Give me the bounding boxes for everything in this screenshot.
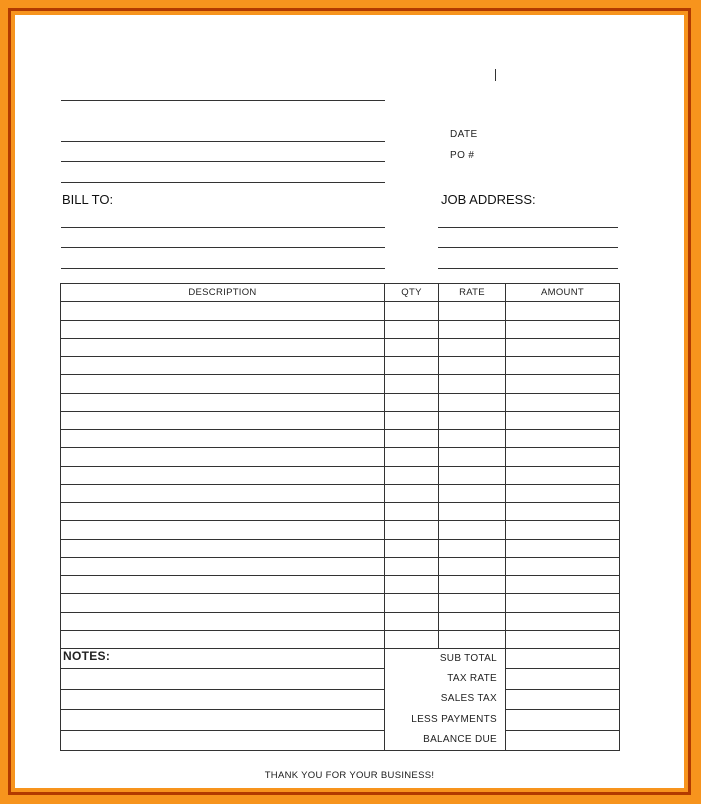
description-cell[interactable] [61, 612, 385, 630]
job-address-line-1[interactable] [438, 227, 618, 228]
qty-cell[interactable] [385, 302, 439, 320]
notes-line-cell[interactable] [61, 730, 385, 750]
table-row [61, 576, 620, 594]
amount-cell[interactable] [506, 338, 620, 356]
line-items-table [60, 283, 620, 751]
frame-inner-border [8, 8, 691, 795]
qty-cell[interactable] [385, 557, 439, 575]
qty-cell[interactable] [385, 338, 439, 356]
notes-line-cell[interactable] [61, 710, 385, 730]
amount-cell[interactable] [506, 357, 620, 375]
amount-cell[interactable] [506, 484, 620, 502]
qty-cell[interactable] [385, 393, 439, 411]
tax-rate-value-cell[interactable] [506, 669, 620, 689]
qty-cell[interactable] [385, 466, 439, 484]
rate-cell[interactable] [439, 521, 506, 539]
rate-cell[interactable] [439, 302, 506, 320]
description-cell[interactable] [61, 466, 385, 484]
amount-cell[interactable] [506, 393, 620, 411]
table-row [61, 430, 620, 448]
line-items-body [61, 302, 620, 649]
balance-due-label: BALANCE DUE [423, 733, 497, 745]
description-cell[interactable] [61, 393, 385, 411]
job-address-label: JOB ADDRESS: [441, 192, 536, 207]
qty-cell[interactable] [385, 357, 439, 375]
table-row [61, 594, 620, 612]
tax-rate-label: TAX RATE [447, 673, 497, 685]
column-header-amount: AMOUNT [506, 284, 620, 302]
amount-cell[interactable] [506, 576, 620, 594]
qty-cell[interactable] [385, 630, 439, 648]
notes-line-cell[interactable] [61, 689, 385, 709]
rate-cell[interactable] [439, 466, 506, 484]
totals-row [61, 710, 620, 730]
amount-cell[interactable] [506, 612, 620, 630]
balance-due-value-cell[interactable] [506, 730, 620, 750]
amount-cell[interactable] [506, 594, 620, 612]
subtotal-label: SUB TOTAL [439, 653, 497, 664]
amount-cell[interactable] [506, 302, 620, 320]
qty-cell[interactable] [385, 612, 439, 630]
table-row [61, 521, 620, 539]
amount-cell[interactable] [506, 539, 620, 557]
rate-cell[interactable] [439, 375, 506, 393]
table-row [61, 503, 620, 521]
subtotal-value-cell[interactable] [506, 649, 620, 669]
bill-to-line-3[interactable] [61, 268, 385, 269]
bill-to-label: BILL TO: [62, 192, 114, 207]
rate-cell[interactable] [439, 448, 506, 466]
sales-tax-value-cell[interactable] [506, 689, 620, 709]
description-cell[interactable] [61, 302, 385, 320]
rate-cell[interactable] [439, 503, 506, 521]
table-row [61, 557, 620, 575]
description-cell[interactable] [61, 539, 385, 557]
description-cell[interactable] [61, 375, 385, 393]
rate-cell[interactable] [439, 430, 506, 448]
qty-cell[interactable] [385, 503, 439, 521]
thank-you-footer: THANK YOU FOR YOUR BUSINESS! [264, 770, 435, 781]
table-row [61, 357, 620, 375]
amount-cell[interactable] [506, 630, 620, 648]
amount-cell[interactable] [506, 411, 620, 429]
qty-cell[interactable] [385, 448, 439, 466]
table-row [61, 484, 620, 502]
description-cell[interactable] [61, 357, 385, 375]
amount-cell[interactable] [506, 466, 620, 484]
less-payments-label: LESS PAYMENTS [411, 713, 497, 725]
header-line-2[interactable] [61, 141, 385, 142]
qty-cell[interactable] [385, 430, 439, 448]
qty-cell[interactable] [385, 484, 439, 502]
qty-cell[interactable] [385, 375, 439, 393]
description-cell[interactable] [61, 576, 385, 594]
text-cursor [495, 69, 496, 81]
column-header-qty: QTY [385, 284, 439, 302]
totals-row [61, 689, 620, 709]
amount-cell[interactable] [506, 320, 620, 338]
qty-cell[interactable] [385, 411, 439, 429]
totals-row [61, 730, 620, 750]
job-address-line-2[interactable] [438, 247, 618, 248]
table-row [61, 630, 620, 648]
po-label: PO # [450, 150, 475, 161]
column-header-rate: RATE [439, 284, 506, 302]
invoice-sheet [11, 11, 688, 792]
table-row [61, 411, 620, 429]
table-row [61, 302, 620, 320]
bill-to-line-2[interactable] [61, 247, 385, 248]
rate-cell[interactable] [439, 612, 506, 630]
header-line-4[interactable] [61, 182, 385, 183]
table-row [61, 375, 620, 393]
qty-cell[interactable] [385, 521, 439, 539]
description-cell[interactable] [61, 484, 385, 502]
header-line-1[interactable] [61, 100, 385, 101]
description-cell[interactable] [61, 448, 385, 466]
amount-cell[interactable] [506, 375, 620, 393]
rate-cell[interactable] [439, 576, 506, 594]
amount-cell[interactable] [506, 503, 620, 521]
qty-cell[interactable] [385, 539, 439, 557]
totals-row [61, 669, 620, 689]
qty-cell[interactable] [385, 576, 439, 594]
notes-label: NOTES: [61, 649, 385, 669]
header-line-3[interactable] [61, 161, 385, 162]
column-header-description: DESCRIPTION [61, 284, 385, 302]
description-cell[interactable] [61, 557, 385, 575]
rate-cell[interactable] [439, 338, 506, 356]
table-row [61, 338, 620, 356]
job-address-line-3[interactable] [438, 268, 618, 269]
notes-totals-section [61, 649, 620, 751]
rate-cell[interactable] [439, 320, 506, 338]
description-cell[interactable] [61, 503, 385, 521]
table-row [61, 612, 620, 630]
rate-cell[interactable] [439, 484, 506, 502]
table-row [61, 393, 620, 411]
table-row [61, 466, 620, 484]
description-cell[interactable] [61, 320, 385, 338]
rate-cell[interactable] [439, 539, 506, 557]
totals-row [61, 649, 620, 669]
description-cell[interactable] [61, 430, 385, 448]
description-cell[interactable] [61, 411, 385, 429]
description-cell[interactable] [61, 630, 385, 648]
rate-cell[interactable] [439, 630, 506, 648]
qty-cell[interactable] [385, 320, 439, 338]
qty-cell[interactable] [385, 594, 439, 612]
description-cell[interactable] [61, 594, 385, 612]
description-cell[interactable] [61, 521, 385, 539]
amount-cell[interactable] [506, 521, 620, 539]
less-payments-value-cell[interactable] [506, 710, 620, 730]
description-cell[interactable] [61, 338, 385, 356]
rate-cell[interactable] [439, 357, 506, 375]
rate-cell[interactable] [439, 557, 506, 575]
table-row [61, 320, 620, 338]
rate-cell[interactable] [439, 393, 506, 411]
table-row [61, 539, 620, 557]
amount-cell[interactable] [506, 557, 620, 575]
amount-cell[interactable] [506, 448, 620, 466]
totals-labels-cell [385, 649, 506, 751]
table-header-row [61, 284, 620, 302]
table-row [61, 448, 620, 466]
sales-tax-label: SALES TAX [440, 693, 497, 705]
notes-line-cell[interactable] [61, 669, 385, 689]
rate-cell[interactable] [439, 411, 506, 429]
bill-to-line-1[interactable] [61, 227, 385, 228]
rate-cell[interactable] [439, 594, 506, 612]
amount-cell[interactable] [506, 430, 620, 448]
date-label: DATE [450, 129, 478, 140]
